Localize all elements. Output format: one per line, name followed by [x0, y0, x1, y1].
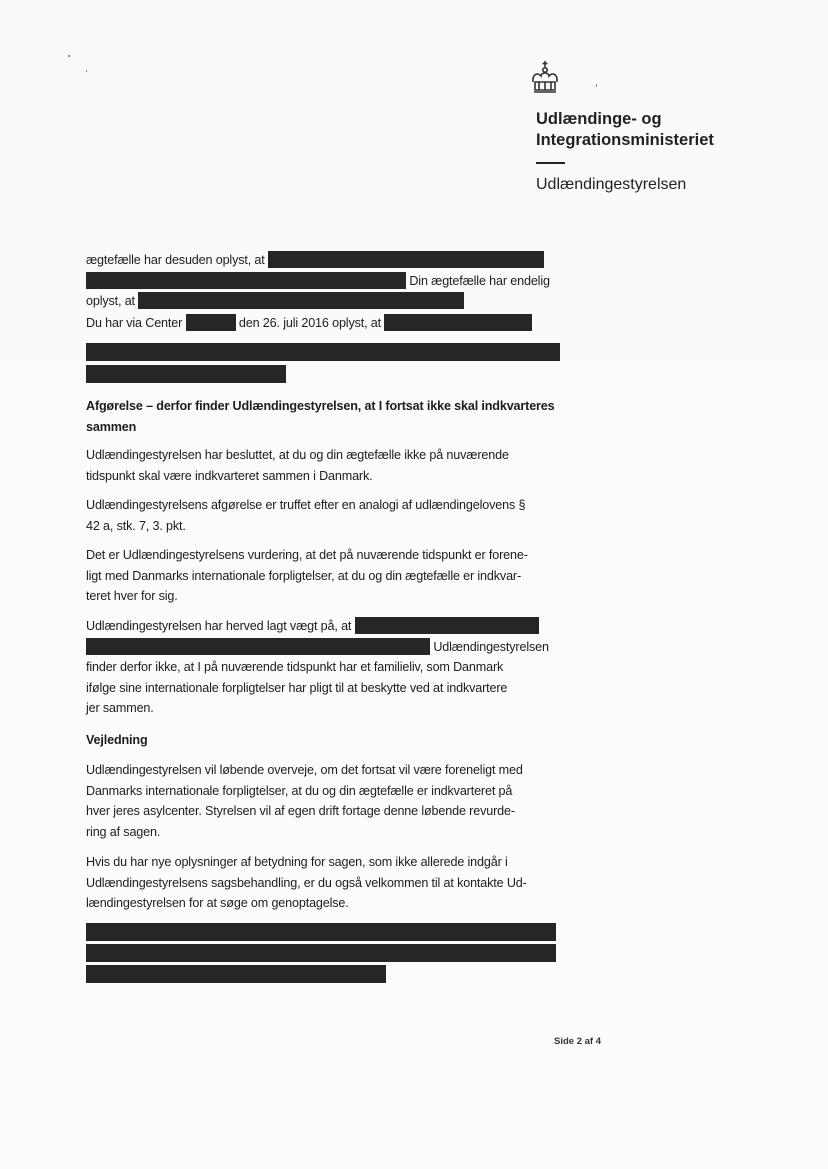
intro-paragraph [86, 250, 566, 333]
intro-line-1 [86, 250, 566, 271]
redaction [138, 292, 464, 309]
text-line [86, 637, 566, 658]
intro-text-3: oplyst, at [86, 294, 135, 308]
guidance-heading-text: Vejledning [86, 733, 148, 747]
crown-icon [530, 60, 560, 94]
intro-line-3 [86, 291, 566, 312]
intro-line-4 [86, 313, 566, 334]
guidance-heading [86, 730, 566, 751]
text-line: jer sammen. [86, 701, 154, 715]
text-line: ligt med Danmarks internationale forpligtelser, at du og din ægtefælle er indkvar- [86, 568, 522, 583]
text-line: Det er Udlændingestyrelsens vurdering, at det på nuværende tidspunkt er forene- [86, 548, 528, 562]
text-line [86, 616, 566, 637]
redaction [86, 965, 386, 983]
text-line: hver jeres asylcenter. Styrelsen vil af egen drift fortage denne løbende revurde- [86, 804, 515, 818]
redaction [86, 944, 556, 962]
agency-name: Udlændingestyrelsen [536, 176, 687, 193]
text-line: finder derfor ikke, at I på nuværende tidspunkt har et familieliv, som Danmark [86, 660, 504, 674]
redaction [86, 923, 556, 941]
decision-paragraph-3 [86, 545, 566, 607]
text-line: 42 a, stk. 7, 3. pkt. [86, 518, 186, 533]
text-line: teret hver for sig. [86, 589, 178, 603]
intro-line-2 [86, 271, 566, 292]
guidance-paragraph-1 [86, 760, 566, 842]
page-number: Side 2 af 4 [554, 1036, 601, 1047]
decision-paragraph-4 [86, 616, 566, 719]
text-line: Danmarks internationale forpligtelser, at du og din ægtefælle er indkvarteret på [86, 783, 513, 798]
decision-heading [86, 396, 566, 437]
text-segment: Udlændingestyrelsen [433, 639, 549, 654]
redaction [86, 272, 406, 289]
scan-speck [68, 55, 70, 57]
text-line: lændingestyrelsen for at søge om genoptagelse. [86, 896, 349, 910]
redaction [86, 638, 430, 655]
text-line: Udlændingestyrelsen vil løbende overveje, om det fortsat vil være foreneligt med [86, 763, 523, 777]
guidance-paragraph-2 [86, 852, 566, 914]
text-line: tidspunkt skal være indkvarteret sammen i Danmark. [86, 468, 373, 483]
intro-text-4a: Du har via Center [86, 315, 183, 330]
text-line: Udlændingestyrelsens afgørelse er truffet efter en analogi af udlændingelovens § [86, 498, 526, 512]
text-segment: Udlændingestyrelsen har herved lagt vægt på, at [86, 619, 352, 633]
redaction [384, 314, 532, 331]
redaction [268, 251, 544, 268]
ministry-line-1: Udlændinge- og [536, 110, 662, 128]
redaction [355, 617, 539, 634]
text-line: ifølge sine internationale forpligtelser har pligt til at beskytte ved at indkvartere [86, 680, 508, 695]
text-line: ring af sagen. [86, 824, 161, 839]
text-line: Udlændingestyrelsens sagsbehandling, er du også velkommen til at kontakte Ud- [86, 875, 527, 890]
decision-heading-line-1: Afgørelse – derfor finder Udlændingestyrelsen, at I fortsat ikke skal indkvarteres [86, 399, 555, 413]
redaction [86, 343, 560, 361]
decision-heading-line-2: sammen [86, 419, 137, 434]
ministry-line-2: Integrationsministeriet [536, 131, 714, 149]
text-line: Udlændingestyrelsen har besluttet, at du og din ægtefælle ikke på nuværende [86, 448, 509, 462]
intro-text-4b: den 26. juli 2016 oplyst, at [238, 315, 382, 330]
decision-paragraph-2 [86, 495, 566, 536]
redaction [186, 314, 236, 331]
intro-text-1: ægtefælle har desuden oplyst, at [86, 253, 265, 267]
redaction [86, 365, 286, 383]
scan-speck [86, 70, 87, 72]
scan-speck [596, 84, 597, 87]
text-line: Hvis du har nye oplysninger af betydning for sagen, som ikke allerede indgår i [86, 855, 508, 869]
ministry-name [536, 109, 714, 151]
decision-paragraph-1 [86, 445, 566, 486]
intro-text-2: Din ægtefælle har endelig [409, 273, 550, 288]
header-rule [536, 162, 565, 164]
